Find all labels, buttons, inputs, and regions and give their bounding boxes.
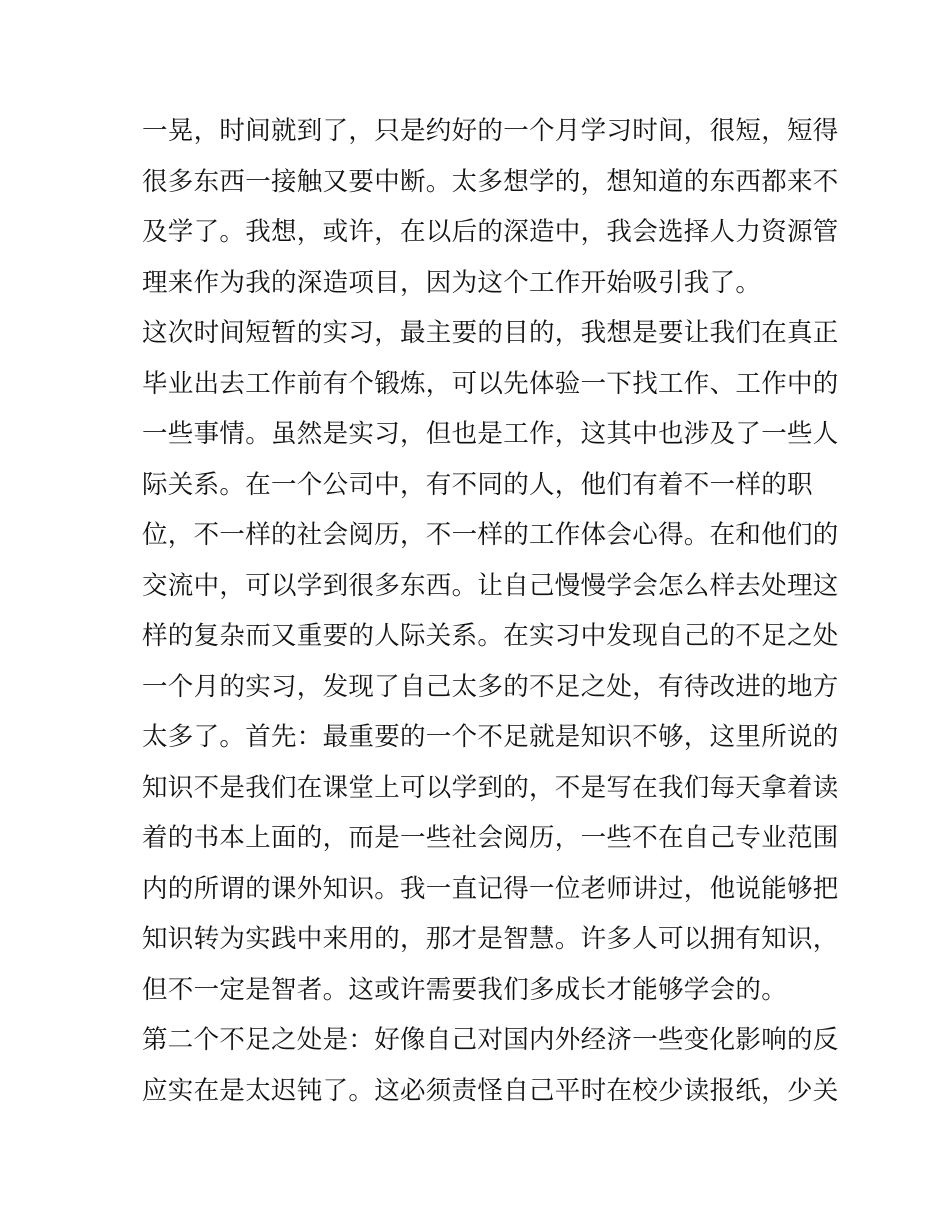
text-line-5: 这次时间短暂的实习，最主要的目的，我想是要让我们在真正 bbox=[142, 318, 839, 348]
text-line-16: 内的所谓的课外知识。我一直记得一位老师讲过，他说能够把 bbox=[142, 873, 839, 904]
text-line-20: 应实在是太迟钝了。这必须责怪自己平时在校少读报纸，少关 bbox=[142, 1075, 839, 1106]
text-line-17: 知识转为实践中来用的，那才是智慧。许多人可以拥有知识， bbox=[142, 924, 839, 954]
text-line-1: 一晃，时间就到了，只是约好的一个月学习时间，很短，短得 bbox=[142, 116, 839, 146]
text-line-13: 太多了。首先：最重要的一个不足就是知识不够，这里所说的 bbox=[142, 722, 839, 752]
text-line-7: 一些事情。虽然是实习，但也是工作，这其中也涉及了一些人 bbox=[142, 419, 839, 449]
text-line-18: 但不一定是智者。这或许需要我们多成长才能够学会的。 bbox=[142, 974, 788, 1005]
text-line-9: 位，不一样的社会阅历，不一样的工作体会心得。在和他们的 bbox=[142, 520, 839, 550]
text-line-11: 样的复杂而又重要的人际关系。在实习中发现自己的不足之处 bbox=[142, 621, 839, 651]
text-line-8: 际关系。在一个公司中，有不同的人，他们有着不一样的职 bbox=[142, 469, 813, 500]
text-line-19: 第二个不足之处是：好像自己对国内外经济一些变化影响的反 bbox=[142, 1025, 839, 1055]
text-line-15: 着的书本上面的，而是一些社会阅历，一些不在自己专业范围 bbox=[142, 823, 839, 853]
text-line-4: 理来作为我的深造项目，因为这个工作开始吸引我了。 bbox=[142, 267, 762, 298]
text-line-10: 交流中，可以学到很多东西。让自己慢慢学会怎么样去处理这 bbox=[142, 570, 839, 601]
text-line-12: 一个月的实习，发现了自己太多的不足之处，有待改进的地方 bbox=[142, 671, 839, 702]
body-text bbox=[142, 106, 839, 1116]
text-line-2: 很多东西一接触又要中断。太多想学的，想知道的东西都来不 bbox=[142, 166, 839, 197]
text-line-14: 知识不是我们在课堂上可以学到的，不是写在我们每天拿着读 bbox=[142, 772, 839, 803]
text-line-3: 及学了。我想，或许，在以后的深造中，我会选择人力资源管 bbox=[142, 217, 839, 247]
text-line-6: 毕业出去工作前有个锻炼，可以先体验一下找工作、工作中的 bbox=[142, 368, 839, 399]
